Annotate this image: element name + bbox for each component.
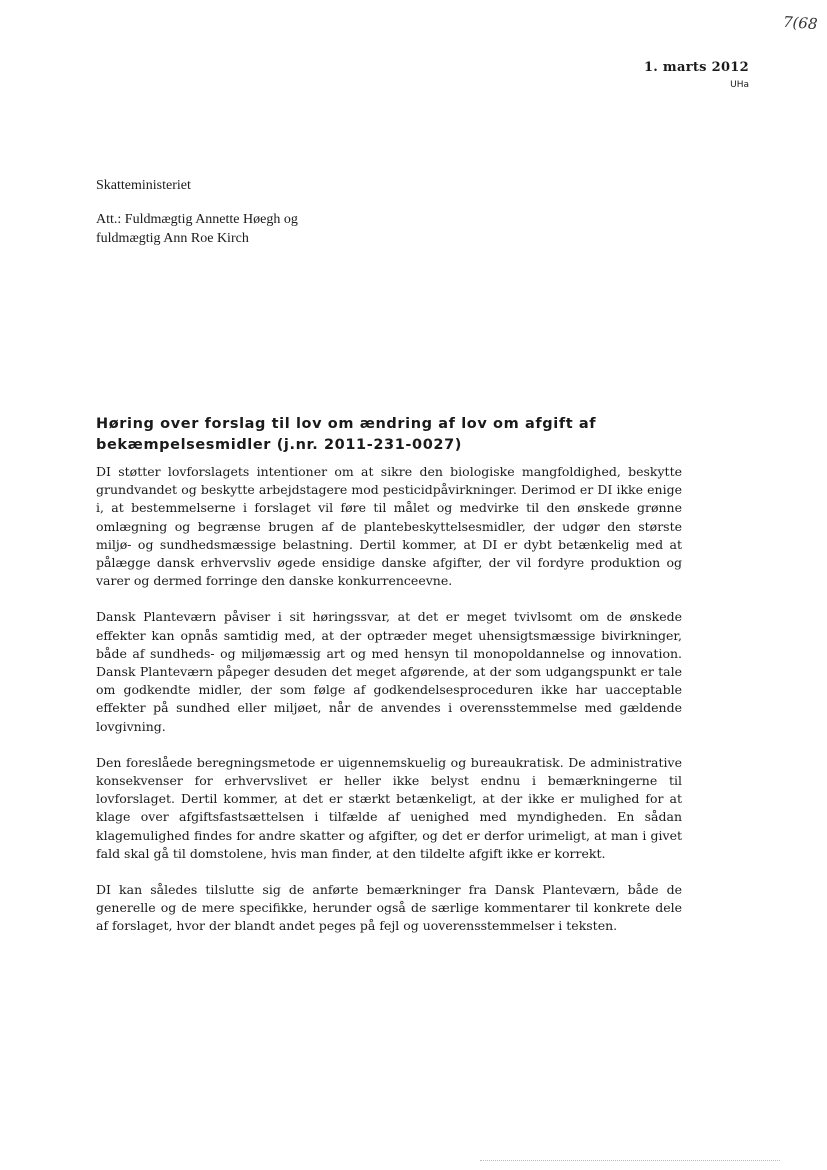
body-paragraph-4: DI kan således tilslutte sig de anførte bemærkninger fra Dansk Planteværn, både de generelle og de mere specifikke, herunder også de særlige kommentarer til konkrete dele af forslaget, hvor der blandt andet peges på fejl og uoverensstemmelser i teksten. [96, 882, 682, 934]
letter-date: 1. marts 2012 [643, 60, 749, 75]
recipient-attention-line-2: fuldmægtig Ann Roe Kirch [96, 231, 249, 246]
body-paragraph-2: Dansk Planteværn påviser i sit høringssvar, at det er meget tvivlsomt om de ønskede effekter kan opnås samtidig med, at der optræder meget uhensigtsmæssige bivirkninger, både af sundheds- og miljømæssig art og med hensyn til monopoldannelse og innovation. Dansk Planteværn påpeger desuden det meget afgørende, at der som udgangspunkt er tale om godkendte midler, der som følge af godkendelsesproceduren ikke har uacceptable effekter på sundhed eller miljøet, når de anvendes i overensstemmelse med gældende lovgivning. [96, 609, 682, 734]
recipient-spacer [96, 195, 298, 210]
handwritten-page-mark: 7(68 [781, 12, 818, 34]
recipient-organization: Skatteministeriet [96, 178, 191, 193]
body-paragraph-3: Den foreslåede beregningsmetode er uigennemskuelig og bureaukratisk. De administrative konsekvenser for erhvervslivet er heller ikke belyst endnu i bemærkningerne til lovforslaget. Dertil kommer, at det er stærkt betænkeligt, at der ikke er mulighed for at klage over afgiftsfastsættelsen i tilfælde af uenighed med myndigheden. En sådan klagemulighed findes for andre skatter og afgifter, og det er derfor urimeligt, at man i givet fald skal gå til domstolene, hvis man finder, at den tildelte afgift ikke er korrekt. [96, 754, 682, 861]
scan-footer-line [480, 1160, 780, 1161]
letter-body [96, 463, 682, 954]
body-paragraph-1: DI støtter lovforslagets intentioner om at sikre den biologiske mangfoldighed, beskytte grundvandet og beskytte arbejdstagere mod pesticidpåvirkninger. Derimod er DI ikke enige i, at bestemmelserne i forslaget vil føre til målet og medvirke til den ønskede grønne omlægning og begrænse brugen af de plantebeskyttelsesmidler, der udgør den største miljø- og sundhedsmæssige belastning. Dertil kommer, at DI er dybt betænkelig med at pålægge dansk erhvervsliv øgede ensidige danske afgifter, der vil fordyre produktion og varer og dermed forringe den danske konkurrenceevne. [96, 464, 682, 589]
recipient-block [96, 176, 298, 248]
letter-subject-heading: Høring over forslag til lov om ændring af lov om afgift af bekæmpelsesmidler (j.nr. 2011-231-0027) [96, 416, 597, 453]
author-initials: UHa [730, 80, 749, 90]
recipient-attention-line-1: Att.: Fuldmægtig Annette Høegh og [96, 212, 298, 227]
